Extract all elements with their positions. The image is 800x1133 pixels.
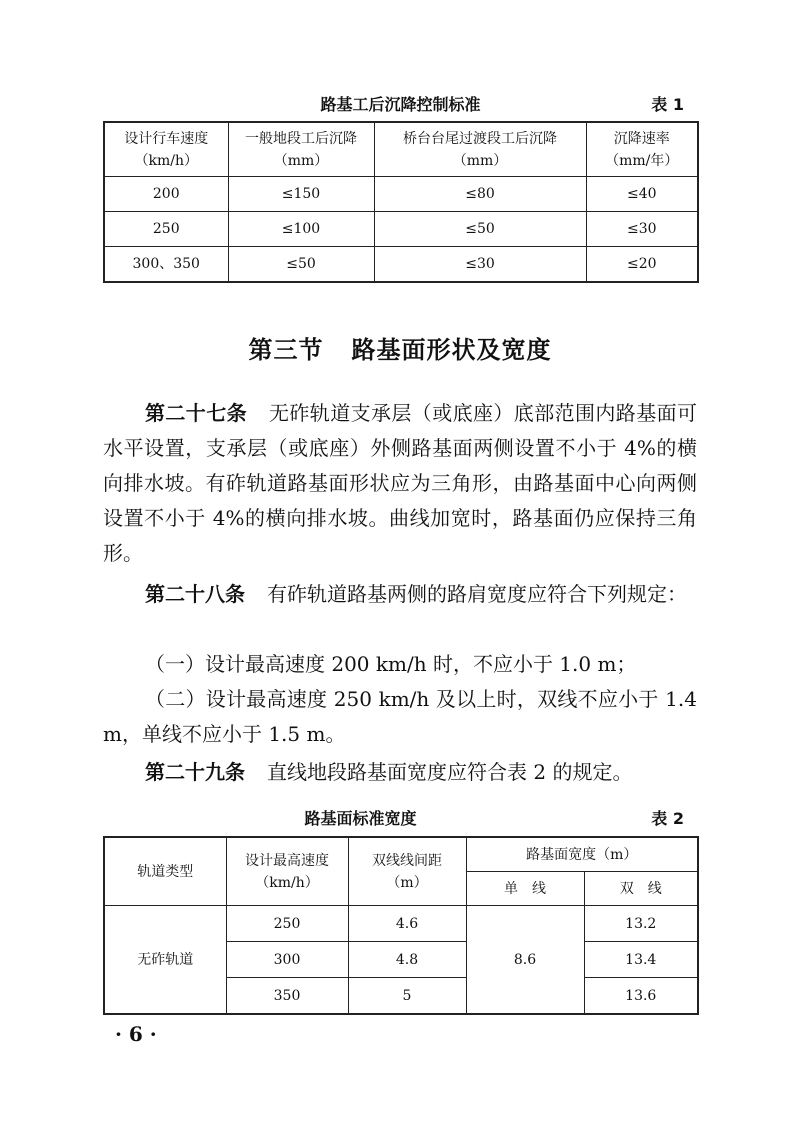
table-cell: 200	[104, 177, 228, 212]
table-row	[104, 212, 698, 247]
table2-title: 路基面标准宽度	[304, 809, 417, 828]
table-cell: 13.2	[584, 906, 698, 942]
section-number: 第三节	[248, 336, 324, 364]
table2-track-type: 无砟轨道	[104, 906, 226, 1015]
article-28-item-1: （一）设计最高速度 200 km/h 时，不应小于 1.0 m；	[145, 652, 637, 676]
table2-header-double: 双 线	[584, 872, 698, 906]
article-29-text: 直线地段路基面宽度应符合表 2 的规定。	[267, 760, 633, 784]
table-cell: 4.8	[348, 942, 466, 978]
table-cell: 300	[226, 942, 348, 978]
article-28-label: 第二十八条	[145, 582, 245, 606]
table1-header-row	[104, 122, 698, 177]
table-cell: 4.6	[348, 906, 466, 942]
table-cell: 13.6	[584, 978, 698, 1015]
table-row	[104, 247, 698, 283]
table-cell: ≤80	[374, 177, 586, 212]
settlement-table	[103, 121, 699, 283]
table-cell: ≤100	[228, 212, 374, 247]
page-number: · 6 ·	[115, 1022, 157, 1046]
table2-header-track-type: 轨道类型	[104, 837, 226, 906]
article-28	[103, 577, 697, 612]
table2-header-width: 路基面宽度（m）	[466, 837, 698, 872]
table-cell: 350	[226, 978, 348, 1015]
table-cell: ≤40	[586, 177, 698, 212]
table-cell: ≤50	[374, 212, 586, 247]
table-row	[104, 906, 698, 942]
table1-header-general: 一般地段工后沉降 （mm）	[228, 122, 374, 177]
table1-header-speed: 设计行车速度 （km/h）	[104, 122, 228, 177]
table2-header-row	[104, 837, 698, 872]
table2-caption	[103, 804, 698, 830]
table-cell: 5	[348, 978, 466, 1015]
table1-caption	[103, 90, 698, 116]
table-cell: 250	[104, 212, 228, 247]
table-cell: 300、350	[104, 247, 228, 283]
table-cell: ≤30	[586, 212, 698, 247]
article-29-label: 第二十九条	[145, 760, 245, 784]
article-29	[103, 755, 697, 790]
section-title: 路基面形状及宽度	[351, 336, 552, 364]
article-27	[103, 396, 697, 571]
article-27-text: 无砟轨道支承层（或底座）底部范围内路基面可水平设置，支承层（或底座）外侧路基面两侧设置不小于 4%的横向排水坡。有砟轨道路基面形状应为三角形，由路基面中心向两侧设置不小于 4%的横向排水坡。曲线加宽时，路基面仍应保持三角形。	[103, 401, 697, 565]
table-cell: ≤50	[228, 247, 374, 283]
table1-header-transition: 桥台台尾过渡段工后沉降 （mm）	[374, 122, 586, 177]
table1-number: 表 1	[651, 95, 684, 114]
subgrade-width-table	[103, 836, 699, 1015]
article-27-label: 第二十七条	[145, 401, 247, 425]
table1-header-rate: 沉降速率 （mm/年）	[586, 122, 698, 177]
table1-title: 路基工后沉降控制标准	[320, 95, 481, 114]
table-row	[104, 177, 698, 212]
table-cell: ≤150	[228, 177, 374, 212]
section-heading	[0, 330, 800, 365]
table2-header-speed: 设计最高速度 （km/h）	[226, 837, 348, 906]
table2-header-spacing: 双线线间距 （m）	[348, 837, 466, 906]
article-28-text: 有砟轨道路基两侧的路肩宽度应符合下列规定：	[267, 582, 687, 606]
table-cell: ≤30	[374, 247, 586, 283]
table2-number: 表 2	[651, 809, 684, 828]
table2-single-width: 8.6	[466, 906, 584, 1015]
table-cell: 250	[226, 906, 348, 942]
table2-header-single: 单 线	[466, 872, 584, 906]
table-cell: 13.4	[584, 942, 698, 978]
table-cell: ≤20	[586, 247, 698, 283]
article-28-item-2: （二）设计最高速度 250 km/h 及以上时，双线不应小于 1.4 m，单线不应小于 1.5 m。	[103, 687, 697, 746]
